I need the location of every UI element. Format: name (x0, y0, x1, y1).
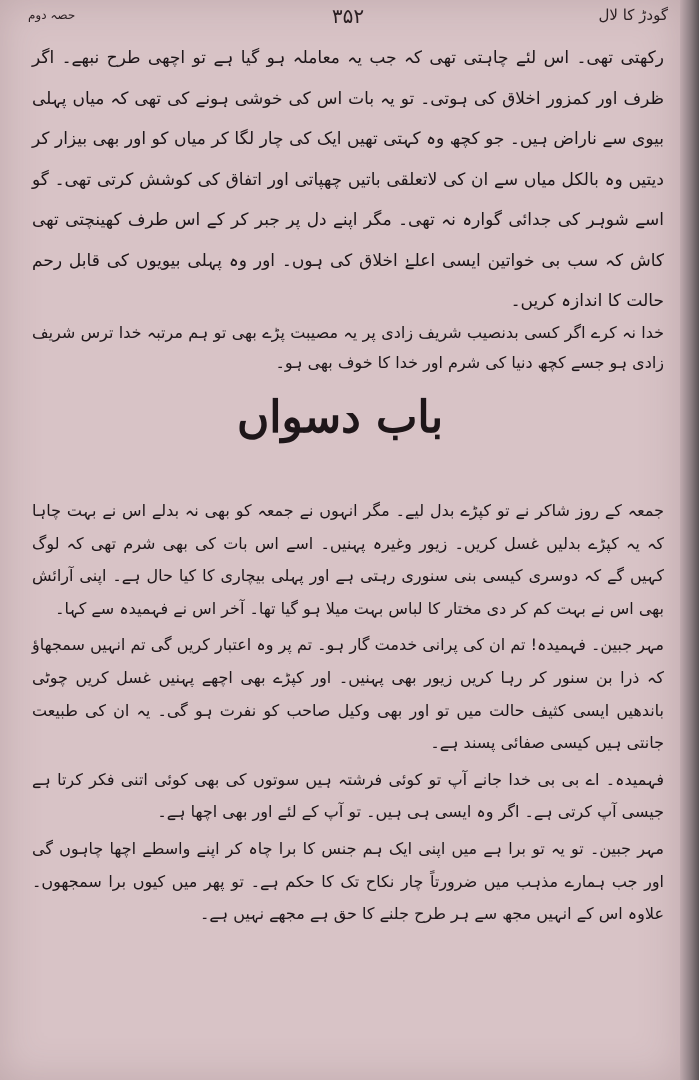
paragraph: جمعہ کے روز شاکر نے تو کپڑے بدل لیے۔ مگر انہوں نے جمعہ کو بھی نہ بدلے اس نے بہت چاہا کہ یہ کپڑے بدلیں غسل کریں۔ زیور وغیرہ پہنیں۔ اسے اس بات کی بھی شرم تھی کہ لوگ کہیں گے کہ دوسری کیسی بنی سنوری رہتی ہے اور پہلی بیچاری کا کیا حال ہے۔ اپنی آرائش بھی اس نے بہت کم کر دی مختار کا لباس بہت میلا ہو گیا تھا۔ آخر اس نے فہمیدہ سے کہا۔ (32, 501, 664, 618)
paragraph: خدا نہ کرے اگر کسی بدنصیب شریف زادی پر یہ مصیبت پڑے بھی تو ہم مرتبہ خدا ترس شریف زادی ہو جسے کچھ دنیا کی شرم اور خدا کا خوف بھی ہو۔ (32, 323, 664, 372)
prayer-paragraph-block (32, 318, 664, 378)
running-title: گودڑ کا لال (598, 6, 668, 24)
paragraph: رکھتی تھی۔ اس لئے چاہتی تھی کہ جب یہ معاملہ ہو گیا ہے تو اچھی طرح نبھے۔ اگر ظرف اور کمزور اخلاق کی ہوتی۔ تو یہ بات اس کی خوشی ہونے کی تھی کہ میاں پہلی بیوی سے ناراض ہیں۔ جو کچھ وہ کہتی تھیں ایک کی چار لگا کر میاں کو اور بھی بیزار کر دیتیں وہ بالکل میاں سے ان کی لاتعلقی باتیں چھپاتی اور اتفاق کی کوشش کرتی تھی۔ گو اسے شوہر کی جدائی گوارہ نہ تھی۔ مگر اپنے دل پر جبر کر کے اس طرف کھینچتی تھی کاش کہ سب بی خواتین ایسی اعلےٰ اخلاق کی ہوں۔ اور وہ پہلی بیویوں کی قابل رحم حالت کا اندازہ کریں۔ (32, 48, 664, 311)
page-edge-shadow (680, 0, 699, 1080)
paragraph: مہر جبین۔ فہمیدہ! تم ان کی پرانی خدمت گار ہو۔ تم پر وہ اعتبار کریں گی تم انہیں سمجھاؤ کہ ذرا بن سنور کر رہا کریں زیور بھی پہنیں۔ اور کپڑے بھی اچھے پہنیں غسل کریں چوٹی باندھیں ایسی کثیف حالت میں تو اور بھی وکیل صاحب کو نفرت ہو گی۔ یہ ان کی طبیعت جانتی ہیں کیسی صفائی پسند ہے۔ (32, 635, 664, 753)
part-label: حصہ دوم (28, 8, 76, 22)
page-number: ۳۵۲ (331, 4, 365, 28)
opening-paragraph-block (32, 38, 664, 322)
chapter-heading: باب دسواں (236, 392, 444, 443)
paragraph: فہمیدہ۔ اے بی بی خدا جانے آپ تو کوئی فرشتہ ہیں سوتوں کی بھی کوئی اتنی فکر کرتا ہے جیسی آپ کرتی ہے۔ اگر وہ ایسی ہی ہیں۔ تو آپ کے لئے اور بھی اچھا ہے۔ (32, 769, 664, 822)
chapter-body (32, 495, 664, 935)
paragraph: مہر جبین۔ تو یہ تو برا ہے میں اپنی ایک ہم جنس کا برا چاہ کر اپنے واسطے اچھا چاہوں گی اور جب ہمارے مذہب میں ضرورتاً چار نکاح تک کا حکم ہے۔ تو پھر میں کیوں برا سمجھوں۔ علاوہ اس کے انہیں مجھ سے ہر طرح جلنے کا حق ہے مجھے نہیں ہے۔ (32, 838, 664, 924)
page-header (28, 6, 668, 34)
